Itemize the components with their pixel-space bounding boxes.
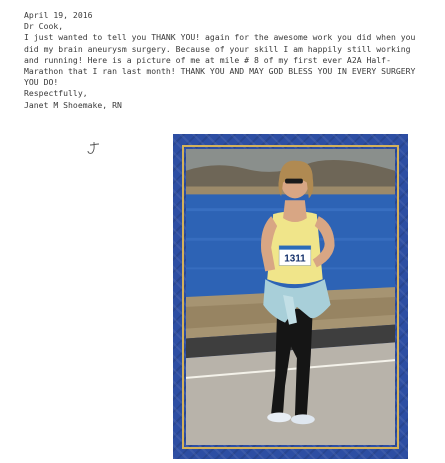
photo-card-gold-frame xyxy=(182,145,399,449)
letter xyxy=(24,10,439,111)
runner-photo xyxy=(186,149,395,445)
letter-salutation: Dr Cook, xyxy=(24,21,64,32)
photo-card xyxy=(173,134,408,459)
letter-signature-name: Janet M Shoemake, RN xyxy=(24,99,122,110)
race-bib-number: 1311 xyxy=(284,253,306,265)
letter-body: I just wanted to tell you THANK YOU! again for the awesome work you did when you did my brain aneurysm surgery. Because of your skill I am happily still working and running! Here is a picture of me at mile # 8 of my first ever A2A Half-Marathon that I ran last month! THANK YOU AND MAY GOD BLESS YOU IN EVERY SURGERY YOU DO! xyxy=(24,32,416,88)
runner-photo-image xyxy=(186,149,395,445)
letter-closing: Respectfully, xyxy=(24,88,88,99)
handwritten-initial-icon xyxy=(85,141,101,155)
letter-date: April 19, 2016 xyxy=(24,10,93,20)
